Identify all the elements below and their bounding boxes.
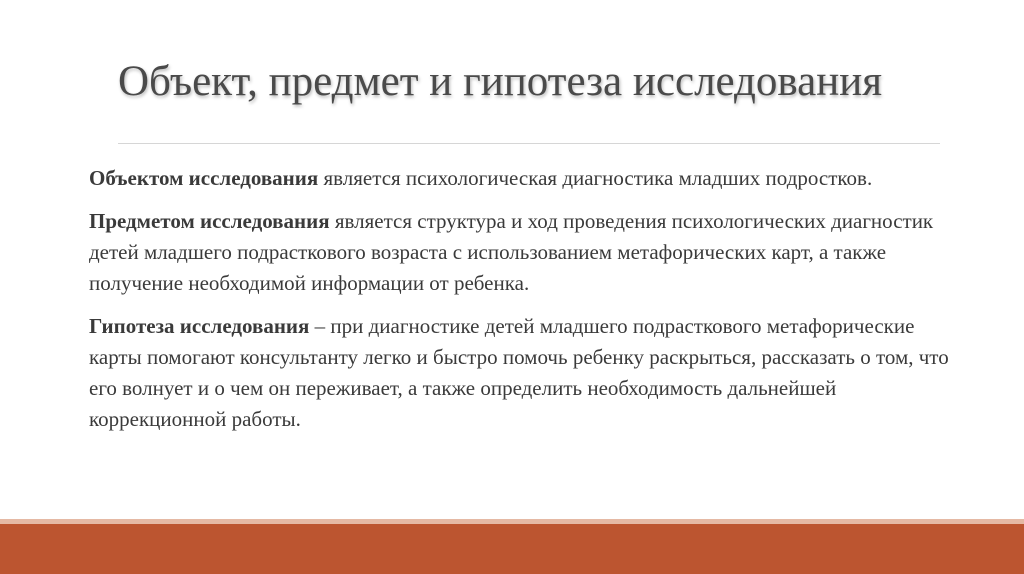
slide-title: Объект, предмет и гипотеза исследования <box>118 58 883 105</box>
paragraph-object-text: является психологическая диагностика младших подростков. <box>318 166 873 190</box>
paragraph-subject-text: является структура и ход проведения психологических диагностик детей младшего подрасткового возраста с использованием метафорических карт, а также получение необходимой информации от ребенка. <box>89 209 934 295</box>
footer-accent-band <box>0 519 1024 574</box>
paragraph-object <box>89 163 969 194</box>
paragraph-subject-term: Предметом исследования <box>89 209 330 233</box>
title-divider <box>118 143 940 144</box>
paragraph-hypothesis <box>89 311 969 435</box>
paragraph-hypothesis-text: – при диагностике детей младшего подрасткового метафорические карты помогают консультанту легко и быстро помочь ребенку раскрыться, рассказать о том, что его волнует и о чем он переживает, а также определить необходимость дальнейшей коррекционной работы. <box>89 314 949 431</box>
paragraph-hypothesis-term: Гипотеза исследования <box>89 314 310 338</box>
slide-content <box>89 163 969 447</box>
paragraph-subject <box>89 206 969 299</box>
paragraph-object-term: Объектом исследования <box>89 166 319 190</box>
